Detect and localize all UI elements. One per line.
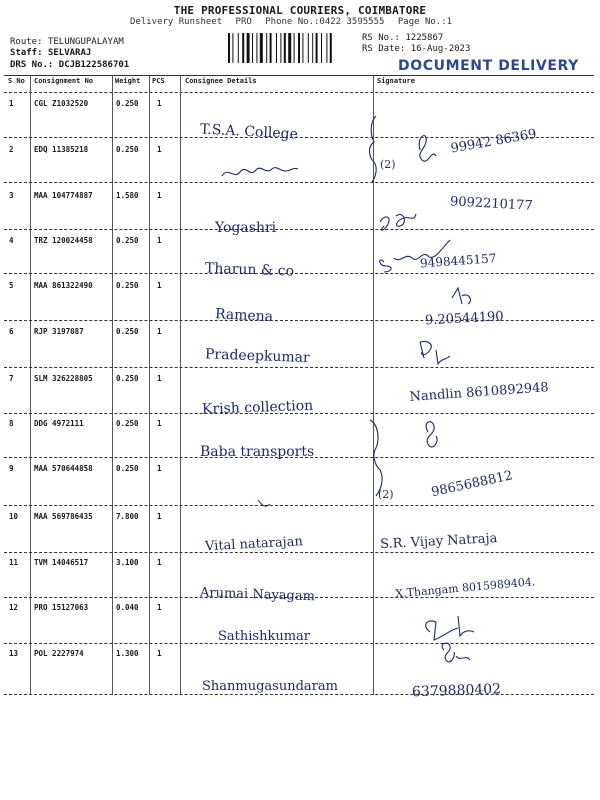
row-consignment: TRZ 120024458 [34, 236, 93, 245]
staff-value: SELVARAJ [47, 48, 92, 58]
signature-mark [426, 616, 474, 640]
consignee-handwriting: Ramena [214, 306, 274, 326]
row-rule [4, 229, 594, 230]
row-sno: 8 [9, 419, 14, 428]
row-pcs: 1 [157, 145, 162, 154]
rs-number-line [362, 33, 443, 43]
row-rule [4, 273, 594, 274]
route-value: TELUNGUPALAYAM [47, 37, 124, 47]
row-sno: 11 [9, 558, 19, 567]
col-header-sno: S No [8, 77, 25, 85]
row-pcs: 1 [157, 603, 162, 612]
row-weight: 0.250 [116, 419, 139, 428]
row-consignment: POL 2227974 [34, 649, 84, 658]
consignee-handwriting: Arumai Nayagam [199, 585, 316, 605]
row-weight: 0.250 [116, 464, 139, 473]
signature-phone: 9.20544190 [424, 309, 504, 329]
signature-mark [419, 136, 436, 162]
row-consignment: PRO 15127063 [34, 603, 89, 612]
row-weight: 3.100 [116, 558, 139, 567]
signature-count: (2) [380, 158, 396, 171]
row-pcs: 1 [157, 236, 162, 245]
row-pcs: 1 [157, 99, 162, 108]
rs-date-label: RS Date: [362, 44, 406, 54]
consignee-handwriting: Shanmugasundaram [202, 679, 338, 694]
document-title: THE PROFESSIONAL COURIERS, COIMBATORE [173, 4, 427, 17]
grouping-brace [370, 420, 382, 496]
drs-label: DRS No.: [10, 60, 54, 70]
route-label: Route: [10, 37, 43, 47]
row-weight: 0.250 [116, 236, 139, 245]
row-pcs: 1 [157, 512, 162, 521]
row-sno: 9 [9, 464, 14, 473]
signature-phone: Nandlin 8610892948 [409, 380, 550, 405]
row-rule [4, 552, 594, 553]
row-sno: 7 [9, 374, 14, 383]
row-sno: 13 [9, 649, 19, 658]
header-subline [130, 17, 570, 27]
row-weight: 1.300 [116, 649, 139, 658]
signature-phone: 99942 86369 [449, 126, 538, 157]
row-consignment: MAA 861322490 [34, 281, 93, 290]
document-delivery-stamp: DOCUMENT DELIVERY [398, 58, 579, 74]
rs-date-value: 16-Aug-2023 [410, 44, 471, 54]
page-number: Page No.:1 [397, 17, 453, 27]
row-weight: 0.250 [116, 374, 139, 383]
col-header-consignment: Consignment No [34, 77, 94, 85]
row-rule [4, 643, 594, 644]
row-sno: 12 [9, 603, 19, 612]
row-consignment: MAA 570644858 [34, 464, 93, 473]
row-pcs: 1 [157, 649, 162, 658]
row-pcs: 1 [157, 558, 162, 567]
row-rule [4, 597, 594, 598]
row-sno: 3 [9, 191, 14, 200]
col-rule [30, 75, 31, 695]
staff-line [10, 48, 91, 58]
consignee-handwriting: Krish collection [201, 397, 314, 418]
signature-mark [452, 288, 470, 304]
row-pcs: 1 [157, 281, 162, 290]
row-pcs: 1 [157, 419, 162, 428]
signature-phone: 9865688812 [430, 468, 515, 501]
signature-mark [380, 214, 416, 230]
row-sno: 1 [9, 99, 14, 108]
row-sno: 4 [9, 236, 14, 245]
col-header-signature: Signature [377, 77, 415, 85]
signature-mark [380, 240, 450, 272]
row-weight: 0.250 [116, 281, 139, 290]
consignee-handwriting: Baba transports [200, 444, 315, 460]
signature-mark [442, 643, 470, 662]
company-code: PRO [235, 17, 252, 27]
row-rule [4, 320, 594, 321]
signature-phone: 6379880402 [411, 681, 502, 701]
col-rule [149, 75, 150, 695]
row-rule [4, 457, 594, 458]
runsheet-label: Delivery Runsheet [130, 17, 223, 27]
row-rule [4, 413, 594, 414]
row-consignment: MAA 104774887 [34, 191, 93, 200]
col-header-pcs: PCS [152, 77, 165, 85]
barcode [228, 33, 354, 63]
row-consignment: DDG 4972111 [34, 419, 84, 428]
signature-mark [420, 341, 450, 364]
row-consignment: SLM 326228805 [34, 374, 93, 383]
col-header-consignee: Consignee Details [185, 77, 257, 85]
signature-count: (2) [378, 488, 394, 501]
signature-phone: 9092210177 [449, 194, 534, 214]
rs-date-line [362, 44, 470, 54]
header-top-rule [4, 75, 594, 76]
consignee-handwriting: Pradeepkumar [204, 346, 311, 367]
row-weight: 0.250 [116, 327, 139, 336]
row-rule [4, 182, 594, 183]
row-consignment: TVM 14046517 [34, 558, 89, 567]
row-rule [4, 367, 594, 368]
row-consignment: MAA 569786435 [34, 512, 93, 521]
row-sno: 10 [9, 512, 19, 521]
row-weight: 0.250 [116, 145, 139, 154]
signature-name: S.R. Vijay Natraja [379, 531, 498, 553]
row-sno: 6 [9, 327, 14, 336]
consignee-handwriting: T.S.A. College [199, 121, 299, 143]
drs-value: DCJB122586701 [58, 60, 130, 70]
row-pcs: 1 [157, 374, 162, 383]
row-rule [4, 137, 594, 138]
row-weight: 0.250 [116, 99, 139, 108]
row-weight: 7.800 [116, 512, 139, 521]
row-consignment: EDQ 11385218 [34, 145, 89, 154]
consignee-handwriting: Sathishkumar [218, 629, 310, 644]
row-rule [4, 505, 594, 506]
row-sno: 2 [9, 145, 14, 154]
row-consignment: RJP 3197087 [34, 327, 84, 336]
col-rule [180, 75, 181, 695]
row-consignment: CGL Z1032520 [34, 99, 89, 108]
header-bottom-rule [4, 92, 594, 93]
consignee-handwriting: Vital natarajan [204, 534, 304, 555]
row-sno: 5 [9, 281, 14, 290]
phone-number: Phone No.:0422 3595555 [265, 17, 385, 27]
col-header-weight: Weight [115, 77, 141, 85]
rs-number-value: 1225867 [405, 33, 444, 43]
route-line [10, 37, 124, 47]
signature-phone: 9498445157 [419, 251, 497, 271]
consignee-handwriting: Yogashri [215, 220, 277, 236]
drs-line [10, 60, 129, 70]
row-pcs: 1 [157, 191, 162, 200]
row-weight: 1.580 [116, 191, 139, 200]
signature-name: X.Thangam 8015989404. [394, 575, 536, 601]
row-rule [4, 694, 594, 695]
rs-number-label: RS No.: [362, 33, 400, 43]
row-weight: 0.040 [116, 603, 139, 612]
col-rule [373, 75, 374, 695]
row-pcs: 1 [157, 464, 162, 473]
row-pcs: 1 [157, 327, 162, 336]
signature-mark [426, 422, 437, 447]
consignee-handwriting: Tharun & co [204, 260, 295, 280]
col-rule [112, 75, 113, 695]
staff-label: Staff: [10, 48, 43, 58]
consignee-scribble [222, 168, 298, 176]
